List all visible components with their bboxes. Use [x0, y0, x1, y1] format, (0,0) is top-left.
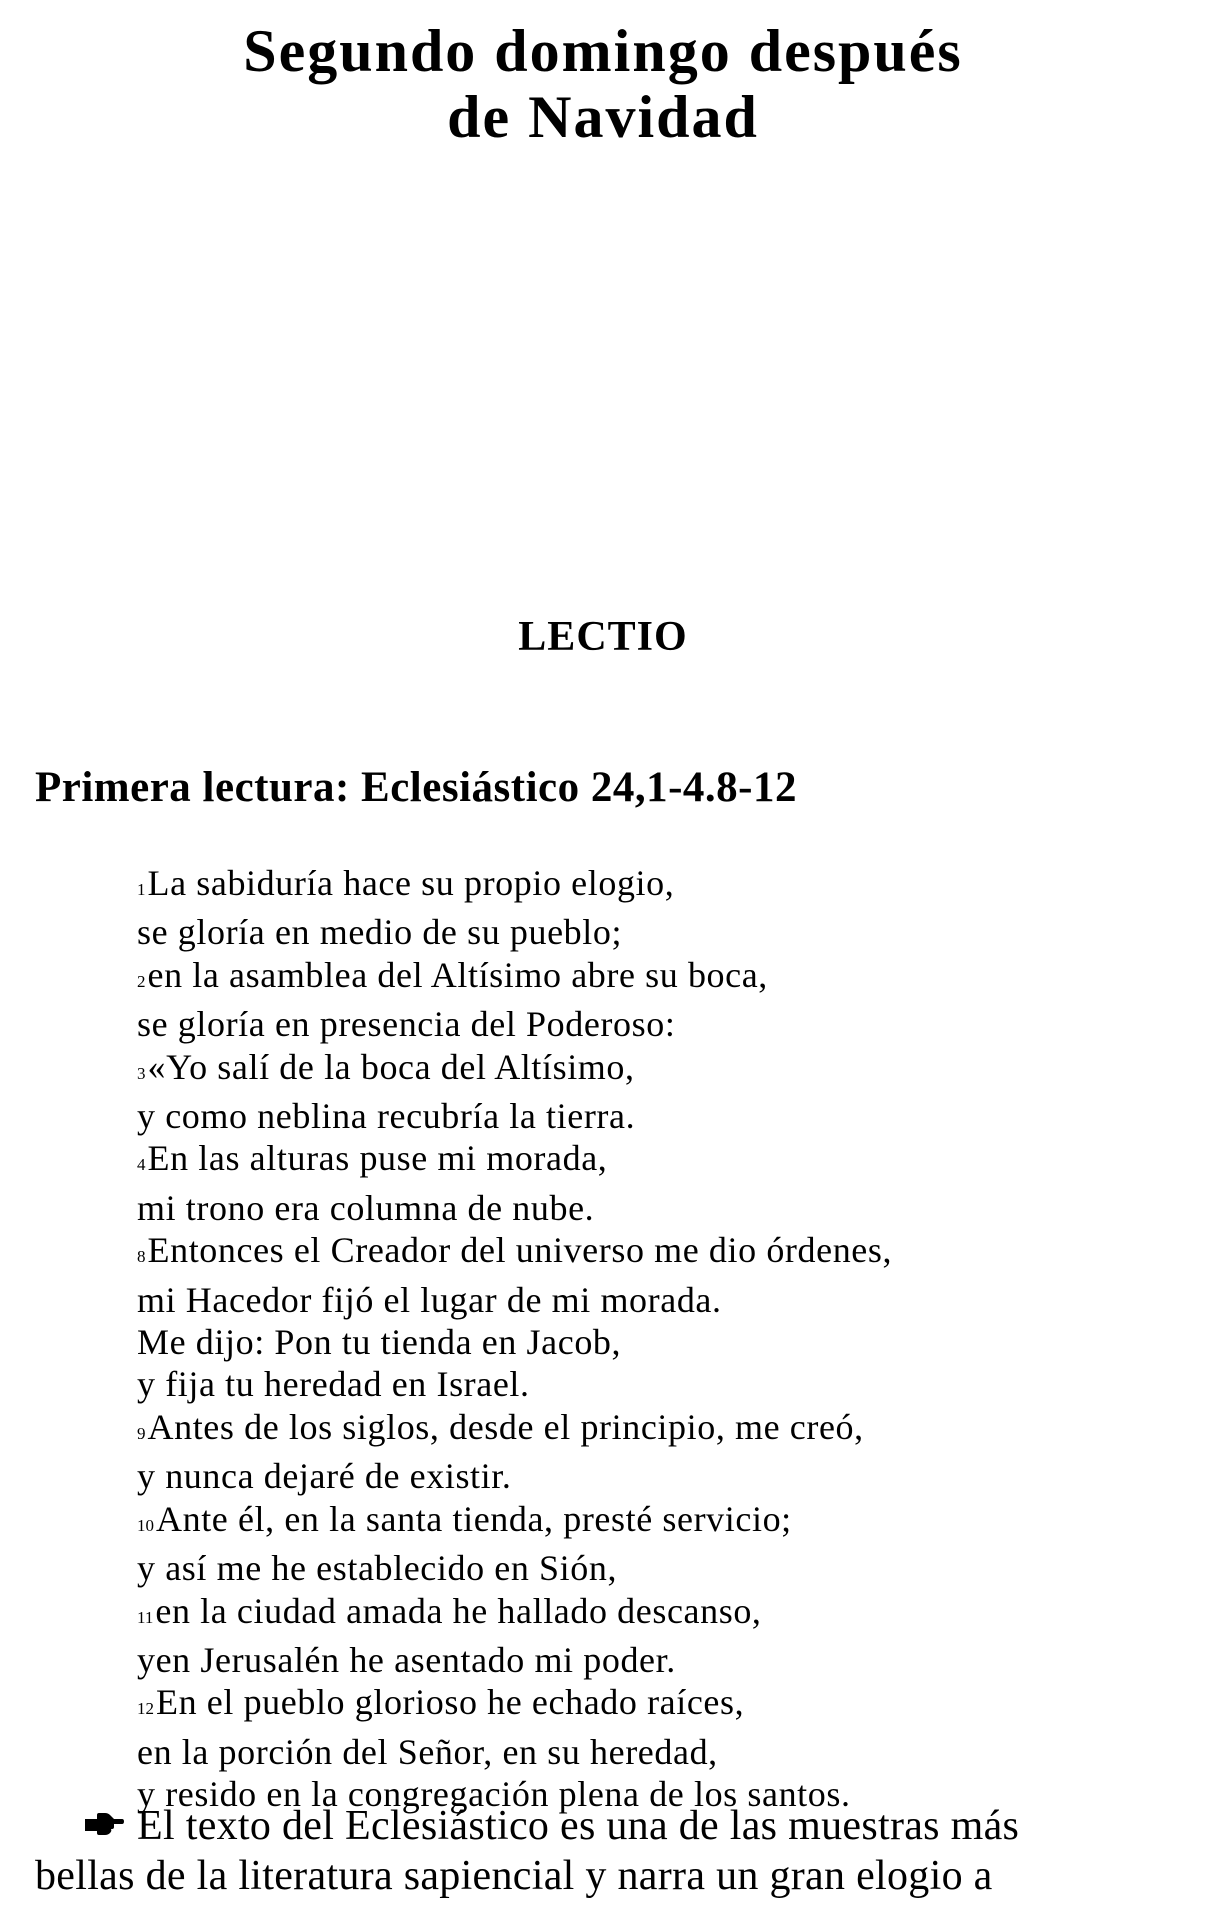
verse-text: En el pueblo glorioso he echado raíces,	[156, 1682, 745, 1723]
verse-text: en la porción del Señor, en su heredad,	[137, 1731, 718, 1772]
commentary-paragraph	[35, 1801, 1175, 1901]
verse-line	[137, 1321, 1157, 1363]
verse-text: En las alturas puse mi morada,	[147, 1138, 608, 1179]
commentary-text-1: El texto del Eclesiástico es una de las muestras más	[137, 1803, 1020, 1849]
verse-line	[137, 862, 1157, 911]
verse-line	[137, 1229, 1157, 1278]
verse-text: La sabiduría hace su propio elogio,	[147, 863, 675, 903]
page-title-line-2: de Navidad	[447, 84, 759, 150]
commentary-line	[35, 1851, 1175, 1901]
reading-heading: Primera lectura: Eclesiástico 24,1-4.8-12	[35, 764, 797, 811]
verse-line	[137, 1590, 1157, 1639]
scripture-passage	[137, 862, 1157, 1816]
verse-text: «Yo salí de la boca del Altísimo,	[147, 1046, 635, 1087]
verse-number: 10	[137, 1515, 154, 1535]
verse-text: Antes de los siglos, desde el principio, me creó,	[147, 1406, 864, 1447]
verse-text: y así me he establecido en Sión,	[137, 1548, 618, 1589]
verse-line	[137, 1547, 1157, 1589]
verse-line	[137, 1137, 1157, 1186]
verse-text: se gloría en medio de su pueblo;	[137, 912, 623, 953]
verse-line	[137, 1455, 1157, 1497]
verse-text: en la asamblea del Altísimo abre su boca,	[147, 954, 768, 995]
verse-line	[137, 1681, 1157, 1730]
verse-text: en la ciudad amada he hallado descanso,	[155, 1590, 762, 1631]
verse-number: 3	[137, 1063, 146, 1083]
verse-number: 9	[137, 1423, 146, 1443]
verse-line	[137, 1731, 1157, 1773]
verse-line	[137, 1095, 1157, 1137]
verse-text: y resido en la congregación plena de los santos.	[137, 1774, 851, 1815]
page-title	[0, 18, 1206, 150]
verse-line	[137, 1363, 1157, 1405]
verse-text: Me dijo: Pon tu tienda en Jacob,	[137, 1322, 622, 1363]
verse-line	[137, 1639, 1157, 1681]
section-heading: LECTIO	[518, 614, 688, 660]
verse-number: 8	[137, 1247, 146, 1267]
verse-text: se gloría en presencia del Poderoso:	[137, 1004, 676, 1045]
verse-line	[137, 911, 1157, 953]
commentary-line	[35, 1801, 1175, 1851]
verse-line	[137, 1003, 1157, 1045]
verse-number: 2	[137, 971, 146, 991]
verse-line	[137, 1498, 1157, 1547]
verse-line	[137, 1046, 1157, 1095]
verse-text: y fija tu heredad en Israel.	[137, 1364, 530, 1405]
verse-text: Entonces el Creador del universo me dio órdenes,	[147, 1230, 893, 1271]
verse-number: 12	[137, 1699, 154, 1719]
pointing-hand-icon	[83, 1811, 125, 1837]
verse-number: 11	[137, 1607, 154, 1627]
verse-text: y como neblina recubría la tierra.	[137, 1096, 636, 1137]
verse-number: 4	[137, 1155, 146, 1175]
verse-line	[137, 954, 1157, 1003]
verse-line	[137, 1187, 1157, 1229]
commentary-text-2: bellas de la literatura sapiencial y narra un gran elogio a	[35, 1853, 993, 1899]
verse-text: Ante él, en la santa tienda, presté servicio;	[156, 1498, 792, 1539]
verse-line	[137, 1279, 1157, 1321]
verse-text: yen Jerusalén he asentado mi poder.	[137, 1639, 676, 1680]
verse-line	[137, 1406, 1157, 1455]
verse-text: mi trono era columna de nube.	[137, 1187, 595, 1228]
verse-text: mi Hacedor fijó el lugar de mi morada.	[137, 1279, 722, 1320]
page-title-line-1: Segundo domingo después	[243, 18, 963, 84]
verse-text: y nunca dejaré de existir.	[137, 1456, 512, 1497]
verse-number: 1	[137, 880, 146, 899]
